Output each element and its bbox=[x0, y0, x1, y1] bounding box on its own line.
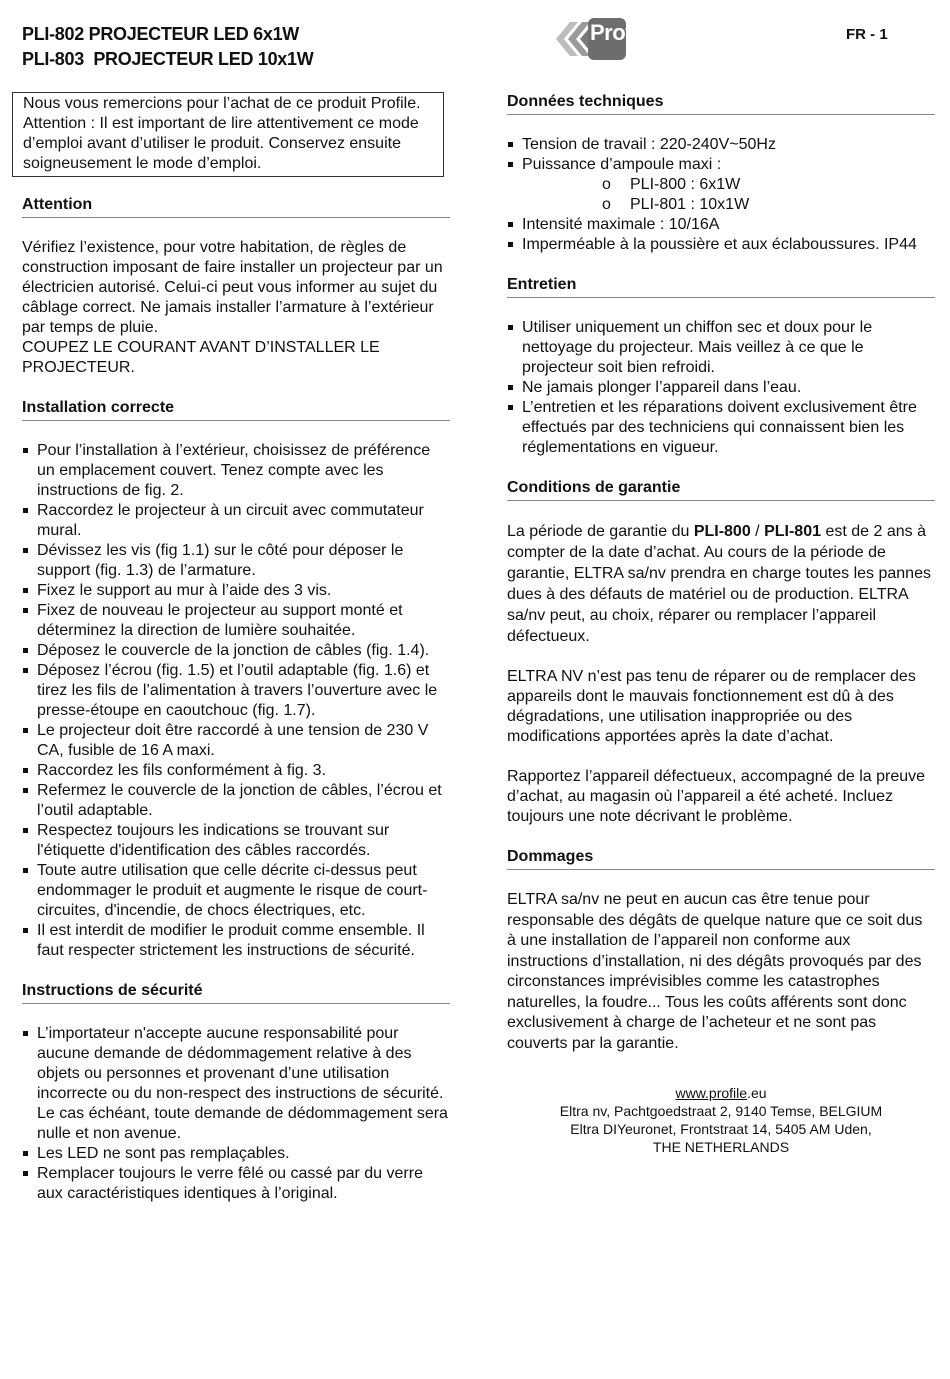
damage-heading: Dommages bbox=[507, 847, 935, 870]
list-item: Raccordez les fils conformément à fig. 3. bbox=[22, 761, 450, 781]
attention-text bbox=[22, 238, 450, 378]
list-item: L’entretien et les réparations doivent exclusivement être effectués par des techniciens qui connaissent bien les réglementations en vigueur. bbox=[507, 398, 935, 458]
sub-item-text: PLI-801 : 10x1W bbox=[630, 196, 750, 213]
safety-heading: Instructions de sécurité bbox=[22, 981, 450, 1004]
list-item: Déposez le couvercle de la jonction de câbles (fig. 1.4). bbox=[22, 641, 450, 661]
attention-heading: Attention bbox=[22, 195, 450, 218]
warranty-paragraph-1 bbox=[507, 521, 935, 647]
list-item: Toute autre utilisation que celle décrite ci-dessus peut endommager le produit et augmente le risque de court-circuites, d'incendie, de chocs électriques, etc. bbox=[22, 861, 450, 921]
model-pli-800: PLI-800 bbox=[693, 523, 751, 540]
sub-item-text: PLI-800 : 6x1W bbox=[630, 176, 741, 193]
list-item: Intensité maximale : 10/16A bbox=[507, 215, 935, 235]
website-link[interactable] bbox=[507, 1084, 935, 1102]
list-item: Respectez toujours les indications se trouvant sur l'étiquette d'identification des câbles raccordés. bbox=[22, 821, 450, 861]
maintenance-heading: Entretien bbox=[507, 275, 935, 298]
list-item: Imperméable à la poussière et aux éclaboussures. IP44 bbox=[507, 235, 935, 255]
list-item: Tension de travail : 220-240V~50Hz bbox=[507, 135, 935, 155]
list-item bbox=[507, 155, 935, 215]
list-item: Ne jamais plonger l’appareil dans l’eau. bbox=[507, 378, 935, 398]
address-line-3: THE NETHERLANDS bbox=[652, 1139, 790, 1155]
intro-box: Nous vous remercions pour l’achat de ce produit Profile. Attention : Il est important de lire attentivement ce mode d’emploi avant d’utiliser le produit. Conservez ensuite soigneusement le mode d’emploi. bbox=[12, 92, 444, 177]
warranty-heading: Conditions de garantie bbox=[507, 478, 935, 501]
list-item-label: Puissance d’ampoule maxi : bbox=[522, 156, 722, 173]
warranty-text: La période de garantie du bbox=[507, 523, 694, 540]
list-item: Remplacer toujours le verre fêlé ou cassé par du verre aux caractéristiques identiques à l’original. bbox=[22, 1164, 450, 1204]
list-item: Déposez l’écrou (fig. 1.5) et l’outil adaptable (fig. 1.6) et tirez les fils de l’alimentation à travers l’ouverture avec le presse-étoupe en caoutchouc (fig. 1.7). bbox=[22, 661, 450, 721]
attention-text-2: COUPEZ LE COURANT AVANT D’INSTALLER LE PROJECTEUR. bbox=[22, 339, 380, 376]
list-item: Les LED ne sont pas remplaçables. bbox=[22, 1144, 450, 1164]
list-item: Dévissez les vis (fig 1.1) sur le côté pour déposer le support (fig. 1.3) de l’armature. bbox=[22, 541, 450, 581]
warranty-paragraph-2: ELTRA NV n’est pas tenu de réparer ou de remplacer des appareils dont le mauvais fonctionnement est dû à des dégradations, une utilisation inappropriée ou des modifications apportées après la date d’achat. bbox=[507, 668, 916, 745]
damage-text: ELTRA sa/nv ne peut en aucun cas être tenue pour responsable des dégâts de quelque nature que ce soit dus à une installation de l’appareil non conforme aux instructions d’installation, ni des dégâts provoqués par des circonstances imprévisibles comme les catastrophes naturelles, la foudre... Tous les coûts afférents sont donc exclusivement à charge de l’acheteur et ne sont pas couverts par la garantie. bbox=[507, 891, 923, 1052]
installation-heading: Installation correcte bbox=[22, 398, 450, 421]
tech-list bbox=[507, 135, 935, 255]
left-column bbox=[22, 92, 450, 1224]
model-separator: / bbox=[750, 523, 765, 540]
title-line-1: PLI-802 PROJECTEUR LED 6x1W bbox=[22, 24, 299, 44]
list-item: Raccordez le projecteur à un circuit avec commutateur mural. bbox=[22, 501, 450, 541]
list-item: Fixez de nouveau le projecteur au support monté et déterminez la direction de lumière souhaitée. bbox=[22, 601, 450, 641]
warranty-text-end: est de 2 ans à compter de la date d’achat. Au cours de la période de garantie, ELTRA sa/nv prendra en charge toutes les pannes dues à des défauts de matériel ou de production. ELTRA sa/nv peut, au choix, réparer ou remplacer l’appareil défectueux. bbox=[507, 523, 931, 645]
list-item: Fixez le support au mur à l’aide des 3 vis. bbox=[22, 581, 450, 601]
sub-list-item bbox=[522, 175, 935, 195]
list-item: Pour l’installation à l’extérieur, choisissez de préférence un emplacement couvert. Tenez compte avec les instructions de fig. 2. bbox=[22, 441, 450, 501]
installation-list bbox=[22, 441, 450, 961]
address-line-2: Eltra DIYeuronet, Frontstraat 14, 5405 AM Uden, bbox=[570, 1121, 872, 1137]
attention-text-1: Vérifiez l’existence, pour votre habitation, de règles de construction imposant de faire installer un projecteur par un électricien autorisé. Celui-ci peut vous informer au sujet du câblage correct. Ne jamais installer l’armature à l’extérieur par temps de pluie. bbox=[22, 239, 443, 336]
tech-heading: Données techniques bbox=[507, 92, 935, 115]
list-item: Refermez le couvercle de la jonction de câbles, l’écrou et l’outil adaptable. bbox=[22, 781, 450, 821]
footer bbox=[507, 1084, 935, 1156]
right-column bbox=[507, 92, 935, 1156]
address-line-1: Eltra nv, Pachtgoedstraat 2, 9140 Temse, BELGIUM bbox=[559, 1103, 883, 1119]
sub-list bbox=[522, 175, 935, 215]
list-item: L’importateur n'accepte aucune responsabilité pour aucune demande de dédommagement relative à des objets ou personnes et provenant d’une utilisation incorrecte ou du non-respect des instructions de sécurité. Le cas échéant, toute demande de dédommagement sera nulle et non avenue. bbox=[22, 1024, 450, 1144]
warranty-paragraph-3: Rapportez l’appareil défectueux, accompagné de la preuve d’achat, au magasin où l’appareil a été acheté. Incluez toujours une note décrivant le problème. bbox=[507, 768, 926, 825]
list-item: Le projecteur doit être raccordé à une tension de 230 V CA, fusible de 16 A maxi. bbox=[22, 721, 450, 761]
title-line-2: PLI-803 PROJECTEUR LED 10x1W bbox=[22, 49, 314, 69]
website-link-tld: .eu bbox=[747, 1085, 767, 1101]
circle-bullet-icon: o bbox=[602, 196, 611, 213]
maintenance-list bbox=[507, 318, 935, 458]
list-item: Utiliser uniquement un chiffon sec et doux pour le nettoyage du projecteur. Mais veillez à ce que le projecteur soit bien refroidi. bbox=[507, 318, 935, 378]
document-title bbox=[22, 22, 313, 72]
safety-list bbox=[22, 1024, 450, 1204]
circle-bullet-icon: o bbox=[602, 176, 611, 193]
list-item: Il est interdit de modifier le produit comme ensemble. Il faut respecter strictement les instructions de sécurité. bbox=[22, 921, 450, 961]
sub-list-item bbox=[522, 195, 935, 215]
website-link-text[interactable]: www.profile bbox=[675, 1085, 748, 1101]
logo-text: Profile bbox=[590, 20, 655, 45]
page-number: FR - 1 bbox=[846, 26, 888, 43]
model-pli-801: PLI-801 bbox=[764, 523, 821, 540]
